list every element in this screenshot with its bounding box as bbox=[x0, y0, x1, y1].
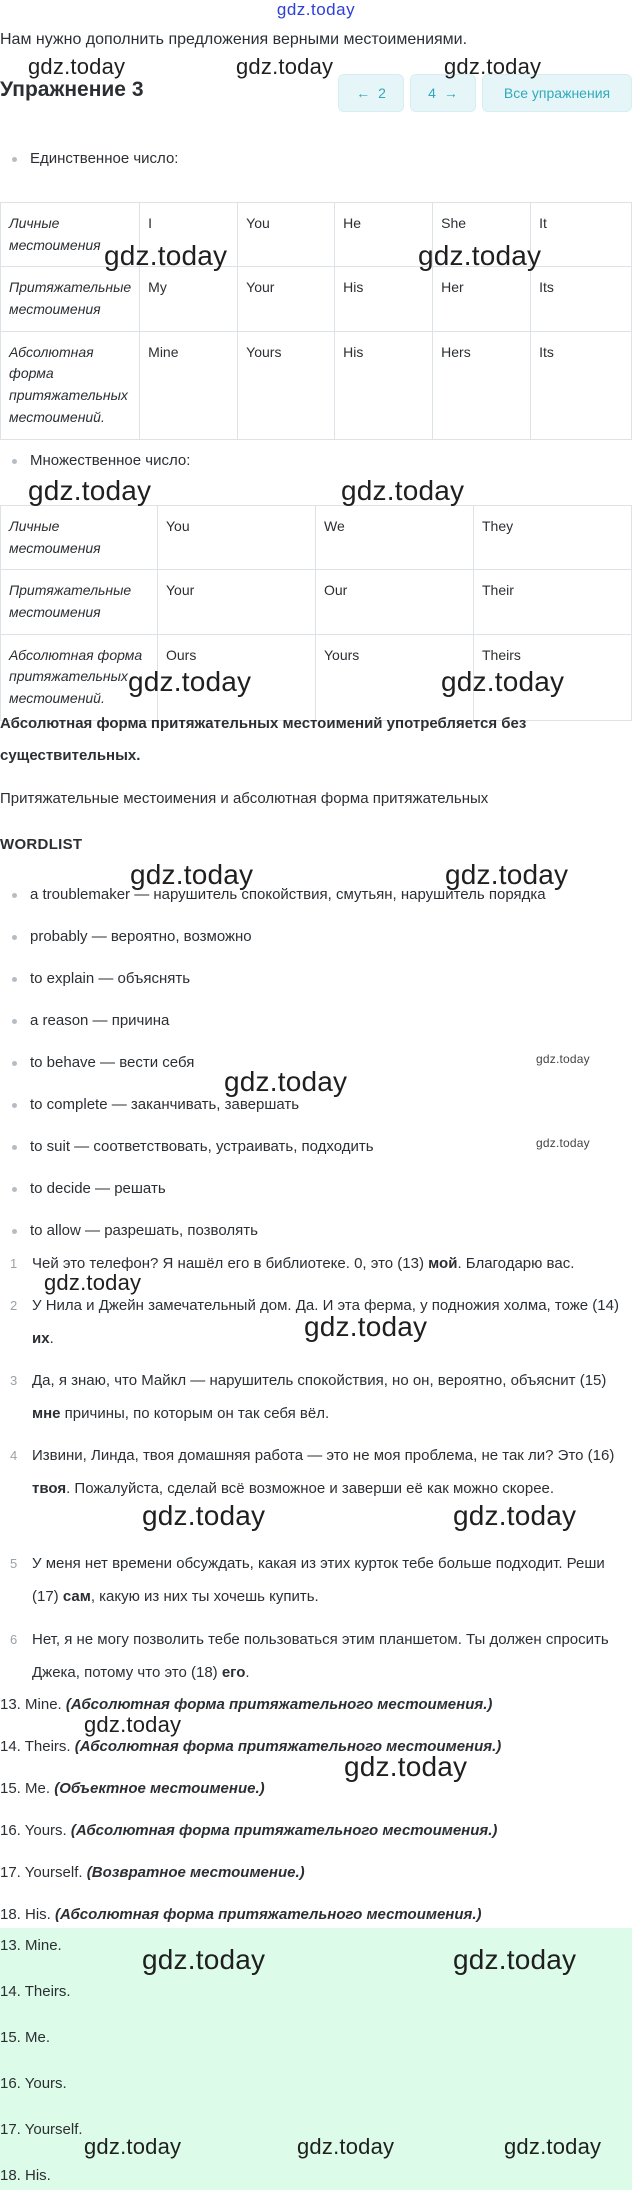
watermark: gdz.today bbox=[444, 54, 542, 79]
table-cell: Her bbox=[433, 267, 531, 331]
next-exercise-label: 4 bbox=[428, 85, 436, 101]
wordlist-item-text: to complete — заканчивать, завершать bbox=[30, 1096, 300, 1113]
table-cell: Their bbox=[474, 570, 632, 634]
answer-word: 17. Yourself. bbox=[0, 1864, 83, 1881]
wordlist-item-text: to suit — соответствовать, устраивать, подходить bbox=[30, 1138, 374, 1155]
sentence-number: 1 bbox=[10, 1256, 18, 1271]
wordlist-item-text: to decide — решать bbox=[30, 1180, 166, 1197]
sentence-text: Да, я знаю, что Майкл — нарушитель спокойствия, но он, вероятно, объяснит (15) bbox=[32, 1372, 607, 1389]
arrow-left-icon: ← bbox=[356, 85, 371, 101]
table-cell: Our bbox=[316, 570, 474, 634]
exercise-sentence bbox=[10, 1364, 632, 1430]
table-cell: Your bbox=[238, 267, 335, 331]
exercise-sentence bbox=[10, 1439, 632, 1505]
table-cell: They bbox=[474, 506, 632, 570]
table-cell: You bbox=[158, 506, 316, 570]
wordlist-item bbox=[12, 1222, 258, 1239]
watermark: gdz.today bbox=[341, 475, 465, 506]
exercise-sentence bbox=[10, 1623, 632, 1689]
wordlist-item bbox=[12, 1096, 299, 1113]
table-cell: Ours bbox=[158, 634, 316, 720]
answer-word: 18. His. bbox=[0, 1906, 51, 1923]
answer-line bbox=[0, 1864, 305, 1881]
table-cell: She bbox=[433, 203, 531, 267]
rule-note: Абсолютная форма притяжательных местоимений употребляется без существительных. bbox=[0, 715, 527, 764]
bullet-icon bbox=[12, 1103, 17, 1108]
answer-line bbox=[0, 1780, 265, 1797]
note-text: Притяжательные местоимения и абсолютная форма притяжательных bbox=[0, 790, 489, 807]
table-cell: Theirs bbox=[474, 634, 632, 720]
watermark: gdz.today bbox=[536, 1136, 590, 1150]
exercise-sentence bbox=[10, 1547, 632, 1613]
table-cell: Mine bbox=[140, 331, 238, 439]
wordlist-title: WORDLIST bbox=[0, 836, 83, 853]
table-cell: Yours bbox=[316, 634, 474, 720]
watermark: gdz.today bbox=[304, 1311, 428, 1342]
row-header: Притяжательные местоимения bbox=[1, 267, 140, 331]
watermark: gdz.today bbox=[142, 1944, 266, 1975]
watermark: gdz.today bbox=[453, 1944, 577, 1975]
answer-item: 15. Me. bbox=[0, 2029, 51, 2046]
answer-word: 15. Me. bbox=[0, 1780, 51, 1797]
wordlist-item bbox=[12, 1012, 169, 1029]
watermark: gdz.today bbox=[224, 1066, 348, 1097]
answer-note: (Абсолютная форма притяжательного местоимения.) bbox=[65, 1696, 493, 1713]
row-header: Притяжательные местоимения bbox=[1, 570, 158, 634]
wordlist-item bbox=[12, 1138, 374, 1155]
intro-text: Нам нужно дополнить предложения верными местоимениями. bbox=[0, 31, 468, 48]
watermark: gdz.today bbox=[128, 666, 252, 697]
watermark: gdz.today bbox=[84, 2134, 182, 2159]
watermark: gdz.today bbox=[344, 1751, 468, 1782]
table-cell: You bbox=[238, 203, 335, 267]
table-cell: He bbox=[335, 203, 433, 267]
answer-note: (Абсолютная форма притяжательного местоимения.) bbox=[55, 1906, 482, 1923]
table-cell: My bbox=[140, 267, 238, 331]
exercise-title: Упражнение 3 bbox=[0, 78, 144, 101]
table-cell: Its bbox=[531, 267, 632, 331]
watermark: gdz.today bbox=[130, 859, 254, 890]
sentence-number: 2 bbox=[10, 1298, 18, 1313]
bullet-icon bbox=[12, 1061, 17, 1066]
wordlist-item bbox=[12, 1180, 166, 1197]
sentence-number: 5 bbox=[10, 1556, 18, 1571]
singular-table bbox=[0, 202, 632, 440]
sentence-answer: мой bbox=[428, 1255, 458, 1272]
answer-item: 18. His. bbox=[0, 2167, 51, 2184]
sentence-text: Нет, я не могу позволить тебе пользоваться этим планшетом. Ты должен спросить Джека, потому что это (18) bbox=[32, 1631, 609, 1681]
sentence-text: причины, по которым он так себя вёл. bbox=[60, 1405, 330, 1422]
sentence-number: 3 bbox=[10, 1373, 18, 1388]
wordlist-item-text: a reason — причина bbox=[30, 1012, 170, 1029]
watermark: gdz.today bbox=[104, 240, 228, 271]
sentence-number: 4 bbox=[10, 1448, 18, 1463]
sentence-text: . Пожалуйста, сделай всё возможное и заверши её как можно скорее. bbox=[66, 1480, 555, 1497]
answer-word: 16. Yours. bbox=[0, 1822, 67, 1839]
sentence-text: . Благодарю вас. bbox=[457, 1255, 575, 1272]
table-row bbox=[1, 267, 632, 331]
watermark: gdz.today bbox=[445, 859, 569, 890]
watermark: gdz.today bbox=[441, 666, 565, 697]
table-cell: His bbox=[335, 331, 433, 439]
watermark: gdz.today bbox=[28, 475, 152, 506]
answer-note: (Абсолютная форма притяжательного местоимения.) bbox=[74, 1738, 502, 1755]
bullet-icon bbox=[12, 157, 17, 162]
table-cell: Yours bbox=[238, 331, 335, 439]
sentence-text: , какую из них ты хочешь купить. bbox=[90, 1588, 319, 1605]
table-cell: I bbox=[140, 203, 238, 267]
watermark: gdz.today bbox=[236, 54, 334, 79]
sentence-number: 6 bbox=[10, 1632, 18, 1647]
table-cell: Your bbox=[158, 570, 316, 634]
answer-word: 13. Mine. bbox=[0, 1696, 62, 1713]
table-row bbox=[1, 570, 632, 634]
plural-heading bbox=[12, 452, 190, 469]
sentence-text: У Нила и Джейн замечательный дом. Да. И эта ферма, у подножия холма, тоже (14) bbox=[32, 1297, 619, 1314]
bullet-icon bbox=[12, 977, 17, 982]
table-cell: It bbox=[531, 203, 632, 267]
answer-item: 13. Mine. bbox=[0, 1937, 62, 1954]
arrow-right-icon: → bbox=[443, 85, 458, 101]
sentence-answer: сам bbox=[62, 1588, 91, 1605]
wordlist-item-text: probably — вероятно, возможно bbox=[30, 928, 252, 945]
wordlist-item bbox=[12, 928, 252, 945]
wordlist-item-text: to behave — вести себя bbox=[30, 1054, 195, 1071]
answer-word: 14. Theirs. bbox=[0, 1738, 71, 1755]
singular-heading-text: Единственное число: bbox=[30, 150, 179, 167]
watermark: gdz.today bbox=[536, 1052, 590, 1066]
table-cell: Hers bbox=[433, 331, 531, 439]
answer-note: (Абсолютная форма притяжательного местоимения.) bbox=[70, 1822, 498, 1839]
table-row bbox=[1, 331, 632, 439]
watermark: gdz.today bbox=[297, 2134, 395, 2159]
sentence-answer: мне bbox=[32, 1405, 61, 1422]
sentence-answer: их bbox=[32, 1330, 50, 1347]
sentence-text: . bbox=[245, 1664, 250, 1681]
wordlist-item bbox=[12, 1054, 194, 1071]
answer-line bbox=[0, 1696, 492, 1713]
watermark: gdz.today bbox=[418, 240, 542, 271]
plural-heading-text: Множественное число: bbox=[30, 452, 191, 469]
sentence-text: Извини, Линда, твоя домашняя работа — это не моя проблема, не так ли? Это (16) bbox=[32, 1447, 615, 1464]
row-header: Абсолютная форма притяжательных местоимений. bbox=[1, 331, 140, 439]
row-header: Абсолютная форма притяжательных местоимений. bbox=[1, 634, 158, 720]
bullet-icon bbox=[12, 1145, 17, 1150]
answer-line bbox=[0, 1822, 497, 1839]
table-row bbox=[1, 506, 632, 570]
sentence-answer: твоя bbox=[32, 1480, 67, 1497]
sentence-text: Чей это телефон? Я нашёл его в библиотеке. 0, это (13) bbox=[32, 1255, 429, 1272]
bullet-icon bbox=[12, 1187, 17, 1192]
bullet-icon bbox=[12, 459, 17, 464]
wordlist-item bbox=[12, 970, 190, 987]
singular-heading bbox=[12, 150, 178, 167]
sentence-text: У меня нет времени обсуждать, какая из этих курток тебе больше подходит. Реши (17) bbox=[32, 1555, 605, 1605]
answer-item: 17. Yourself. bbox=[0, 2121, 83, 2138]
bullet-icon bbox=[12, 1229, 17, 1234]
watermark: gdz.today bbox=[28, 54, 126, 79]
table-cell: Its bbox=[531, 331, 632, 439]
wordlist-item-text: to allow — разрешать, позволять bbox=[30, 1222, 258, 1239]
watermark: gdz.today bbox=[504, 2134, 602, 2159]
answer-item: 16. Yours. bbox=[0, 2075, 67, 2092]
wordlist-item-text: to explain — объяснять bbox=[30, 970, 191, 987]
watermark: gdz.today bbox=[84, 1712, 182, 1737]
answer-line bbox=[0, 1906, 482, 1923]
watermark: gdz.today bbox=[453, 1500, 577, 1531]
row-header: Личные местоимения bbox=[1, 203, 140, 267]
site-logo[interactable]: gdz.today bbox=[276, 0, 356, 19]
watermark: gdz.today bbox=[142, 1500, 266, 1531]
all-exercises-label: Все упражнения bbox=[503, 85, 611, 101]
sentence-text: . bbox=[49, 1330, 54, 1347]
answer-item: 14. Theirs. bbox=[0, 1983, 71, 2000]
bullet-icon bbox=[12, 893, 17, 898]
table-cell: His bbox=[335, 267, 433, 331]
answer-note: (Возвратное местоимение.) bbox=[86, 1864, 305, 1881]
table-cell: We bbox=[316, 506, 474, 570]
prev-exercise-label: 2 bbox=[378, 85, 386, 101]
prev-exercise-button[interactable] bbox=[338, 74, 404, 112]
bullet-icon bbox=[12, 1019, 17, 1024]
bullet-icon bbox=[12, 935, 17, 940]
watermark: gdz.today bbox=[44, 1270, 142, 1295]
answer-note: (Объектное местоимение.) bbox=[54, 1780, 265, 1797]
sentence-answer: его bbox=[221, 1664, 246, 1681]
row-header: Личные местоимения bbox=[1, 506, 158, 570]
wordlist-item-text: a troublemaker — нарушитель спокойствия, смутьян, нарушитель порядка bbox=[30, 886, 546, 903]
